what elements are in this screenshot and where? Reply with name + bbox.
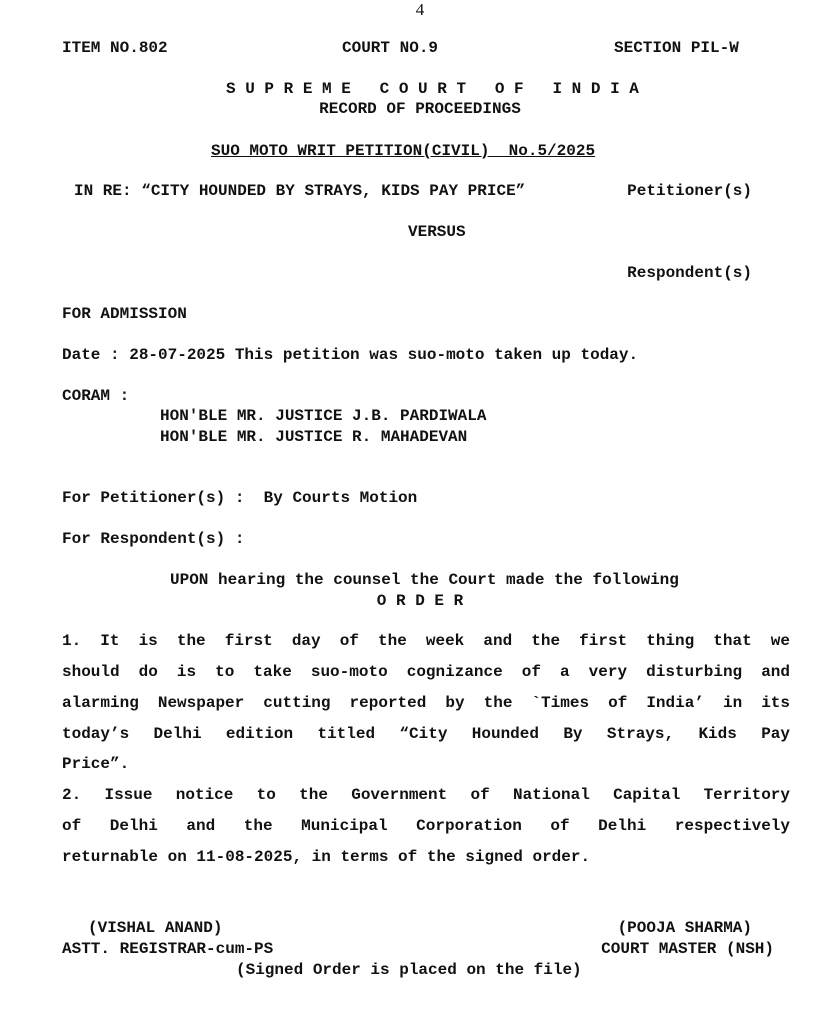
record-title: RECORD OF PROCEEDINGS [319,100,521,118]
paragraph-1-line-3: alarming Newspaper cutting reported by the `Times of India’ in its [62,694,790,712]
paragraph-1-line-4: today’s Delhi edition titled “City Hounded By Strays, Kids Pay [62,725,790,743]
date-line: Date : 28-07-2025 This petition was suo-moto taken up today. [62,346,639,364]
section-label: SECTION PIL-W [614,39,739,57]
page-number: 4 [415,0,425,19]
for-petitioner: For Petitioner(s) : By Courts Motion [62,489,418,507]
versus-label: VERSUS [408,223,466,241]
order-heading: O R D E R [376,592,464,610]
coram-judge-2: HON'BLE MR. JUSTICE R. MAHADEVAN [160,428,468,446]
paragraph-2-line-3: returnable on 11-08-2025, in terms of the signed order. [62,848,591,866]
right-signatory-name: (POOJA SHARMA) [617,919,752,937]
court-name: S U P R E M E C O U R T O F I N D I A [226,80,639,98]
for-admission: FOR ADMISSION [62,305,187,323]
paragraph-1-line-1: 1. It is the first day of the week and the first thing that we [62,632,790,650]
right-signatory-title: COURT MASTER (NSH) [601,940,774,958]
coram-label: CORAM : [62,387,130,405]
in-re-title: IN RE: “CITY HOUNDED BY STRAYS, KIDS PAY PRICE” [74,182,526,200]
left-signatory-title: ASTT. REGISTRAR-cum-PS [62,940,274,958]
respondent-label: Respondent(s) [627,264,752,282]
coram-judge-1: HON'BLE MR. JUSTICE J.B. PARDIWALA [160,407,487,425]
paragraph-1-line-2: should do is to take suo-moto cognizance of a very disturbing and [62,663,790,681]
case-title: SUO MOTO WRIT PETITION(CIVIL) No.5/2025 [211,142,596,160]
paragraph-1-line-5: Price”. [62,755,130,773]
item-number: ITEM NO.802 [62,39,168,57]
petitioner-label: Petitioner(s) [627,182,752,200]
for-respondent: For Respondent(s) : [62,530,245,548]
paragraph-2-line-1: 2. Issue notice to the Government of National Capital Territory [62,786,790,804]
upon-hearing: UPON hearing the counsel the Court made the following [170,571,679,589]
court-number: COURT NO.9 [342,39,439,57]
footer-note: (Signed Order is placed on the file) [236,961,582,979]
paragraph-2-line-2: of Delhi and the Municipal Corporation of Delhi respectively [62,817,790,835]
left-signatory-name: (VISHAL ANAND) [88,919,223,937]
